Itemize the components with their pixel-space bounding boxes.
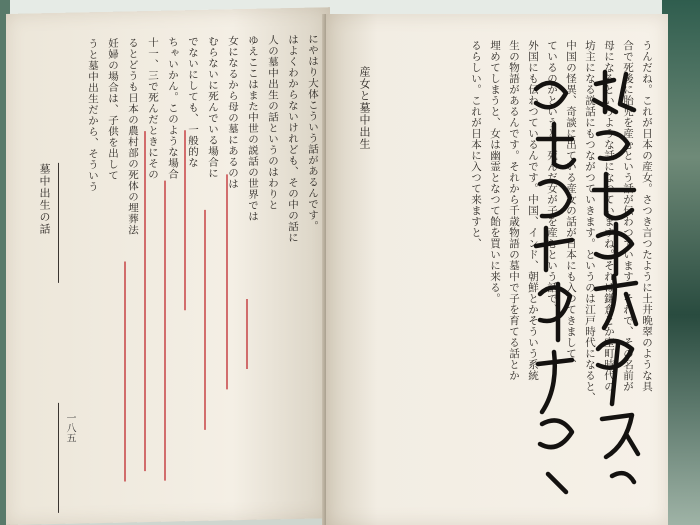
text-column: 外国にも伝わつているんです。中国、インド、朝鮮とかそういう系統	[527, 40, 539, 381]
text-column: うんだね。これが日本の産女。さつき言つたように土井晩翠のような具	[641, 40, 653, 392]
section-heading: 産女と墓中出生	[358, 66, 371, 150]
text-column: 坊主になる説話にもつながつていきます。というのは江戸時代になると、	[584, 40, 596, 403]
text-column: 中国の怪異、奇談に出ている産女の話が日本にも入つてきまして、	[565, 40, 577, 370]
text-column: にやはり大体こういう話があるんです。	[307, 33, 319, 232]
running-footer-title: 墓中出生の話	[38, 163, 51, 236]
page-number: 一八五	[64, 412, 75, 443]
text-column: むらないに死んでいる場合に	[207, 35, 219, 179]
text-column: 人の墓中出生の話というのはわりと	[267, 34, 279, 211]
text-column: 女になるから母の墓にあるのは	[227, 35, 239, 190]
left-page	[6, 7, 330, 525]
right-page	[326, 14, 668, 525]
red-underline-annotations	[6, 7, 330, 525]
text-column: 妊婦の場合は、子供を出して	[107, 37, 119, 181]
text-column: 合で死後に胎児を産むという話が伝わつています。それで、その名前が	[622, 40, 634, 392]
text-column: るとどうも日本の農村部の死体の埋葬法	[127, 37, 139, 236]
text-column: はよくわからないけれども、その中の話に	[287, 33, 299, 244]
text-column: るらしい。これが日本に入つて来ますと、	[470, 40, 482, 249]
text-column: うと墓中出生だから、そういう	[87, 38, 99, 193]
text-column: 生の物語があるんです。それから千歳物語の墓中で子を育てる話とか	[508, 40, 520, 381]
text-column: ゆえここはまた中世の説話の世界では	[247, 34, 259, 222]
text-column: でないにしても、一般的な	[187, 35, 199, 169]
brush-calligraphy-inscription	[326, 14, 668, 525]
text-column: 母になるというような話になつていますね。それは鎌倉とか室町時代の	[603, 40, 615, 392]
text-column: 十一、三で死んだときにその	[147, 36, 159, 181]
text-column: ちゃいかん。このような場合	[167, 36, 179, 180]
open-book	[6, 14, 668, 525]
text-column: ているのかというと、死んだ女が子を産むという話で、	[546, 40, 558, 315]
text-column: 埋めてしまうと、女は幽霊となつて飴を買いに来る。	[489, 40, 501, 304]
